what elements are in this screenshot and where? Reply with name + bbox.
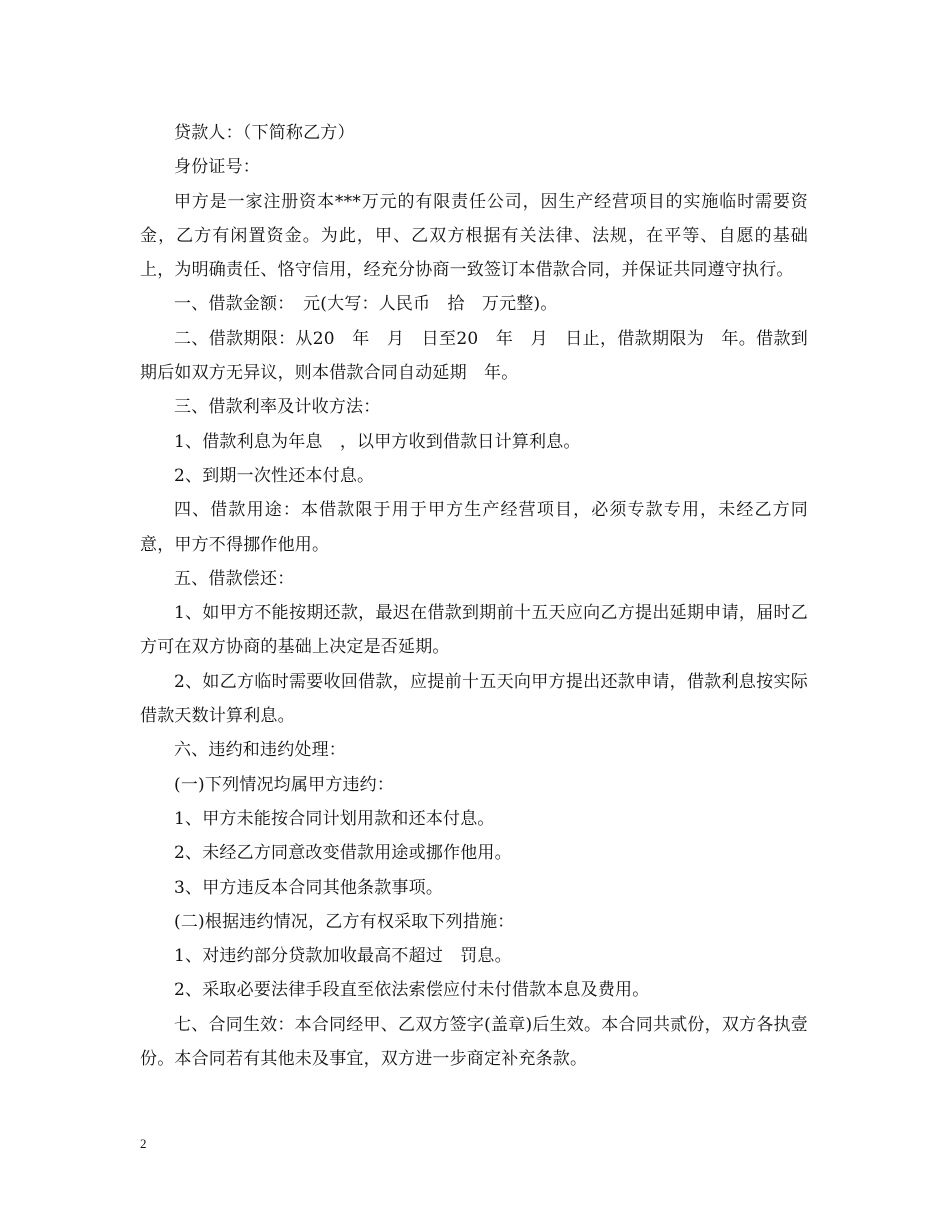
paragraph-effectiveness: 七、合同生效：本合同经甲、乙双方签字(盖章)后生效。本合同共贰份，双方各执壹份。本合同若有其他未及事宜，双方进一步商定补充条款。 [140, 1014, 808, 1070]
paragraph-repayment-1: 1、如甲方不能按期还款，最迟在借款到期前十五天应向乙方提出延期申请，届时乙方可在双方协商的基础上决定是否延期。 [140, 603, 808, 658]
paragraph-breach-1-3: 3、甲方违反本合同其他条款事项。 [174, 877, 444, 898]
paragraph-breach-1-2: 2、未经乙方同意改变借款用途或挪作他用。 [174, 843, 512, 864]
paragraph-breach-2-2: 2、采取必要法律手段直至依法索偿应付未付借款本息及费用。 [174, 980, 650, 1001]
page-number: 2 [140, 1136, 147, 1151]
paragraph-interest-2: 2、到期一次性还本付息。 [174, 465, 375, 486]
paragraph-preamble: 甲方是一家注册资本***万元的有限责任公司，因生产经营项目的实施临时需要资金，乙方有闲置资金。为此，甲、乙双方根据有关法律、法规，在平等、自愿的基础上，为明确责任、恪守信用，经充分协商一致签订本借款合同，并保证共同遵守执行。 [140, 191, 808, 281]
paragraph-repayment-2: 2、如乙方临时需要收回借款，应提前十五天向甲方提出还款申请，借款利息按实际借款天数计算利息。 [140, 671, 808, 727]
paragraph-breach-section-1: (一)下列情况均属甲方违约： [174, 774, 395, 795]
paragraph-interest-1: 1、借款利息为年息 ，以甲方收到借款日计算利息。 [174, 431, 581, 452]
paragraph-breach-2-1: 1、对违约部分贷款加收最高不超过 罚息。 [174, 946, 512, 967]
paragraph-breach-section-2: (二)根据违约情况，乙方有权采取下列措施： [174, 911, 515, 932]
paragraph-loan-term: 二、借款期限：从20 年 月 日至20 年 月 日止，借款期限为 年。借款到期后如双方无异议，则本借款合同自动延期 年。 [140, 328, 808, 384]
paragraph-lender: 贷款人：（下简称乙方） [174, 123, 355, 143]
paragraph-loan-amount: 一、借款金额： 元(大写：人民币 拾 万元整)。 [174, 294, 558, 315]
paragraph-breach-heading: 六、违约和违约处理： [174, 740, 346, 761]
paragraph-breach-1-1: 1、甲方未能按合同计划用款和还本付息。 [174, 808, 495, 829]
contract-body [140, 116, 808, 1076]
paragraph-repayment-heading: 五、借款偿还： [174, 568, 295, 589]
paragraph-loan-purpose: 四、借款用途：本借款限于用于甲方生产经营项目，必须专款专用，未经乙方同意，甲方不得挪作他用。 [140, 500, 808, 555]
paragraph-id-number: 身份证号： [174, 157, 260, 178]
paragraph-interest-heading: 三、借款利率及计收方法： [174, 397, 381, 418]
